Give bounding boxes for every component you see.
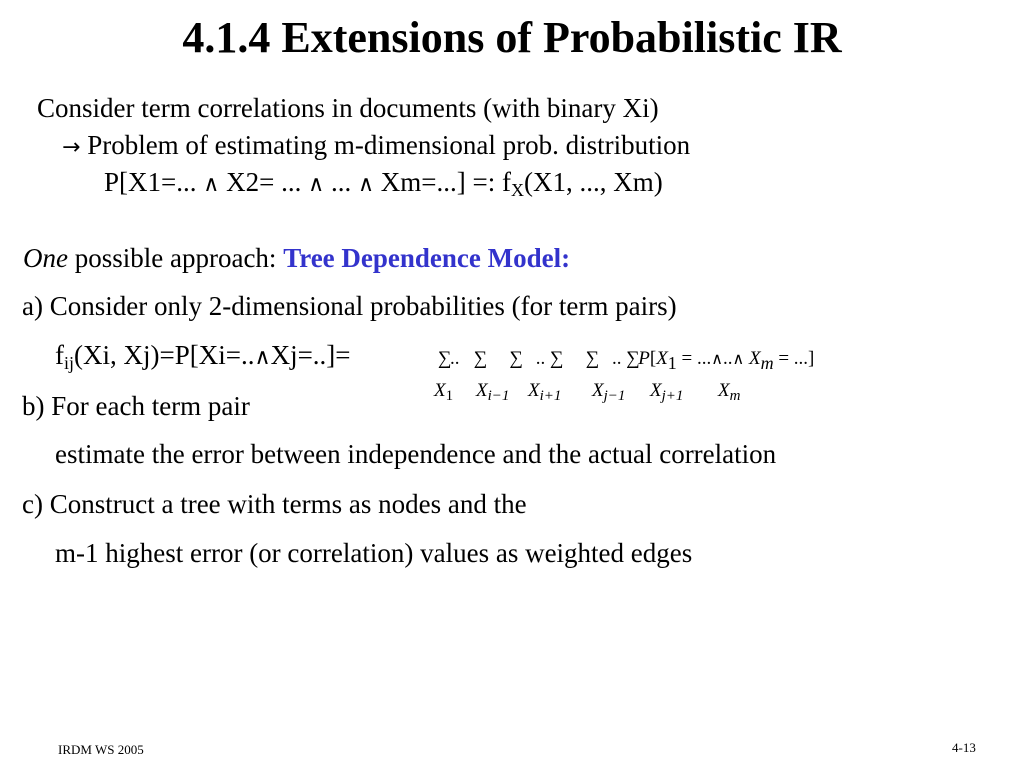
index-x-m: $X_m$ (718, 380, 741, 404)
formula-x: X (748, 348, 761, 369)
intro-line-3-b: X2= ... (219, 167, 309, 197)
right-arrow-icon: → (62, 135, 81, 160)
intro-line-1: Consider term correlations in documents (with binary Xi) (37, 93, 659, 123)
formula-eqdots: = ... (676, 348, 712, 369)
logical-and-icon: ∧ (357, 172, 375, 197)
item-a-formula-label (55, 340, 351, 371)
intro-line-2-text: Problem of estimating m-dimensional prob. distribution (87, 130, 691, 160)
index-x-j-minus-1: $X_{j-1}$ (592, 380, 626, 404)
sum-icon: ∑ (509, 348, 524, 369)
intro-line-3-d: Xm=...] =: f (374, 167, 511, 197)
logical-and-icon: ∧ (711, 349, 723, 368)
footer-course: IRDM WS 2005 (58, 742, 144, 757)
sum-icon: ∑ (438, 348, 452, 369)
formula-mid-dots: .. (722, 348, 733, 369)
tree-dependence-model: Tree Dependence Model (283, 243, 562, 273)
intro-line-3 (104, 167, 663, 198)
index-x1: $X_1$ (434, 380, 454, 404)
sum-icon: ∑ (473, 348, 488, 369)
f-rest: (Xi, Xj)=P[Xi=.. (74, 340, 255, 370)
index-x-j-plus-1: $X_{j+1}$ (650, 380, 684, 404)
f-end: Xj=..]= (270, 340, 351, 370)
sum-icon: ∑ (550, 348, 564, 369)
logical-and-icon: ∧ (203, 172, 220, 197)
formula-p: P (638, 348, 650, 369)
approach-colon: : (561, 243, 571, 273)
formula-dots: .. (612, 348, 622, 369)
approach-line (23, 243, 570, 274)
footer-page-number: 4-13 (952, 740, 976, 755)
marginal-sum-formula (438, 348, 815, 373)
approach-one: One (23, 243, 68, 273)
item-c-line-1: c) Construct a tree with terms as nodes and the (22, 489, 527, 519)
item-c-line-2: m-1 highest error (or correlation) values as weighted edges (55, 538, 693, 568)
item-a-line-1: a) Consider only 2-dimensional probabilities (for term pairs) (22, 291, 677, 321)
f-letter: f (55, 340, 64, 370)
formula-open-bracket: [ (649, 348, 657, 369)
intro-line-3-sub: X (511, 180, 524, 200)
formula-x1-sub: 1 (667, 353, 677, 373)
formula-end: = ...] (773, 348, 815, 369)
slide-title: 4.1.4 Extensions of Probabilistic IR (182, 13, 842, 62)
formula-xm-sub: m (760, 353, 774, 373)
logical-and-icon: ∧ (308, 172, 325, 197)
intro-line-3-e: (X1, ..., Xm) (524, 167, 663, 197)
sum-icon: ∑ (585, 348, 600, 369)
intro-line-3-a: P[X1=... (104, 167, 204, 197)
index-x-i-plus-1: $X_{i+1}$ (528, 380, 562, 404)
logical-and-icon: ∧ (254, 345, 271, 370)
approach-text: possible approach: (67, 243, 284, 273)
f-sub: ij (64, 353, 75, 373)
sum-icon: ∑ (626, 348, 640, 369)
formula-dots: .. (450, 348, 460, 369)
item-b-line-2: estimate the error between independence and the actual correlation (55, 439, 777, 469)
intro-line-2 (62, 130, 690, 161)
formula-x: X (656, 348, 668, 369)
formula-dots: .. (535, 348, 546, 369)
index-x-i-minus-1: $X_{i-1}$ (476, 380, 510, 404)
intro-line-3-c: ... (324, 167, 358, 197)
item-b-line-1: b) For each term pair (22, 391, 250, 421)
logical-and-icon: ∧ (732, 349, 745, 368)
